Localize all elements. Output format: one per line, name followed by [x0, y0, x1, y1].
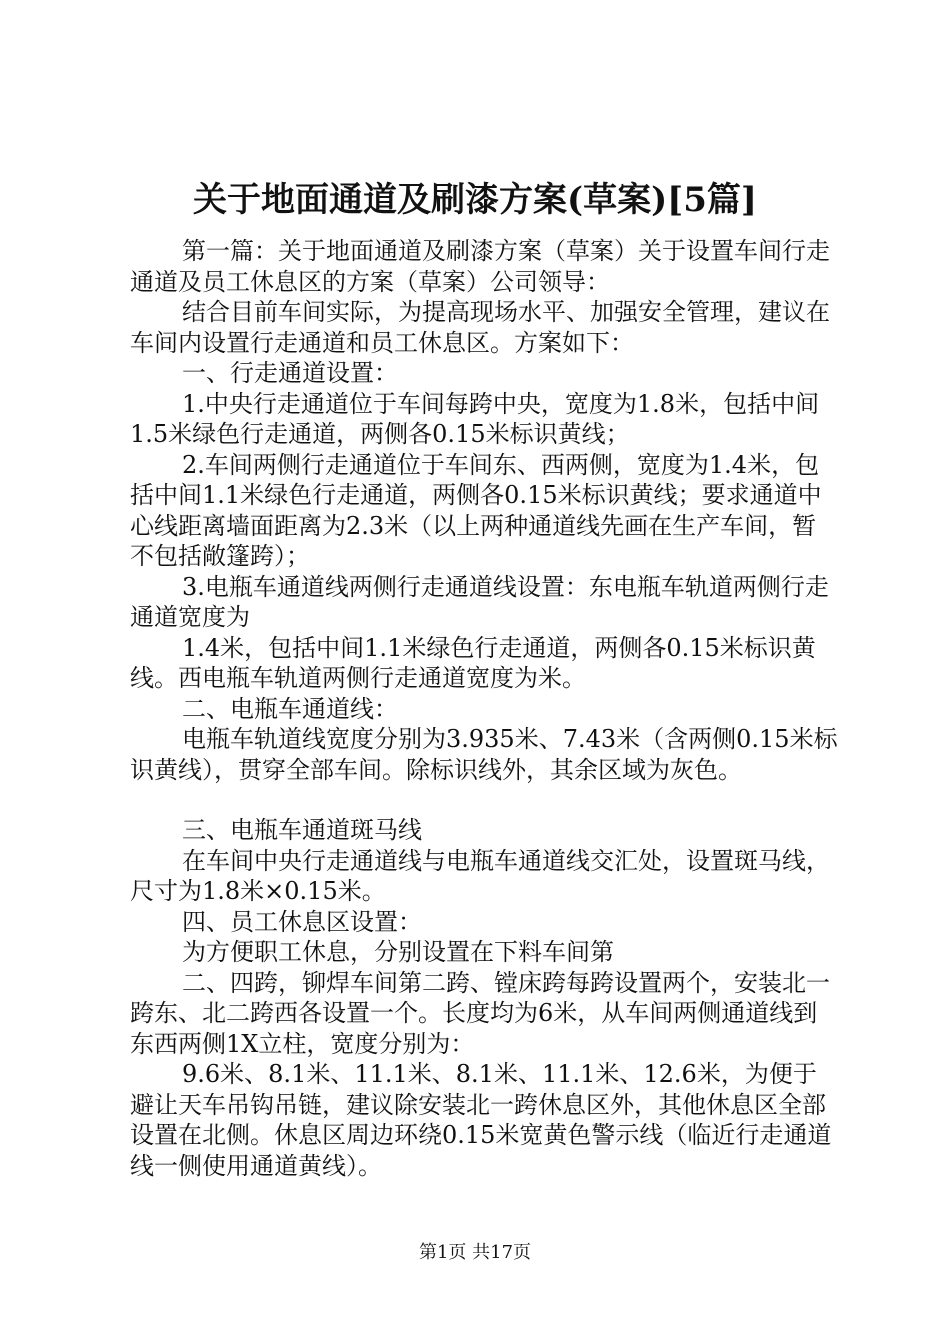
page-indicator: 第1页 共17页 — [418, 1242, 532, 1263]
section-heading: 一、行走通道设置： — [182, 359, 398, 387]
section-heading: 四、员工休息区设置： — [182, 907, 422, 936]
paragraph: 二、四跨，铆焊车间第二跨、镗床跨每跨设置两个，安装北一跨东、北二跨西各设置一个。长度均为6米，从车间两侧通道线到东西两侧1X立柱，宽度分别为： — [130, 968, 830, 1058]
paragraph: 9.6米、8.1米、11.1米、8.1米、11.1米、12.6米，为便于避让天车吊钩吊链，建议除安装北一跨休息区外，其他休息区全部设置在北侧。休息区周边环绕0.15米宽黄色警示线（临近行走通道线一侧使用通道黄线）。 — [130, 1060, 832, 1180]
document-title: 关于地面通道及刷漆方案(草案)[5篇] — [192, 180, 757, 220]
paragraph: 2.车间两侧行走通道位于车间东、西两侧，宽度为1.4米，包括中间1.1米绿色行走通道，两侧各0.15米标识黄线；要求通道中心线距离墙面距离为2.3米（以上两种通道线先画在生产车间，暂不包括敞篷跨）； — [130, 450, 822, 570]
paragraph: 1.4米，包括中间1.1米绿色行走通道，两侧各0.15米标识黄线。西电瓶车轨道两侧行走通道宽度为米。 — [130, 633, 816, 692]
paragraph-spacer — [130, 785, 840, 815]
section-heading: 二、电瓶车通道线： — [182, 694, 398, 723]
paragraph: 第一篇：关于地面通道及刷漆方案（草案）关于设置车间行走通道及员工休息区的方案（草案）公司领导： — [130, 237, 830, 296]
paragraph: 3.电瓶车通道线两侧行走通道线设置：东电瓶车轨道两侧行走通道宽度为 — [130, 572, 829, 631]
paragraph: 在车间中央行走通道线与电瓶车通道线交汇处，设置斑马线，尺寸为1.8米×0.15米。 — [130, 846, 830, 905]
document-body — [130, 236, 840, 1181]
paragraph: 电瓶车轨道线宽度分别为3.935米、7.43米（含两侧0.15米标识黄线），贯穿全部车间。除标识线外，其余区域为灰色。 — [130, 725, 838, 784]
paragraph: 为方便职工休息，分别设置在下料车间第 — [182, 938, 614, 966]
paragraph: 1.中央行走通道位于车间每跨中央，宽度为1.8米，包括中间1.5米绿色行走通道，两侧各0.15米标识黄线； — [130, 389, 820, 448]
section-heading: 三、电瓶车通道斑马线 — [182, 816, 422, 844]
paragraph: 结合目前车间实际，为提高现场水平、加强安全管理，建议在车间内设置行走通道和员工休息区。方案如下： — [130, 298, 830, 357]
